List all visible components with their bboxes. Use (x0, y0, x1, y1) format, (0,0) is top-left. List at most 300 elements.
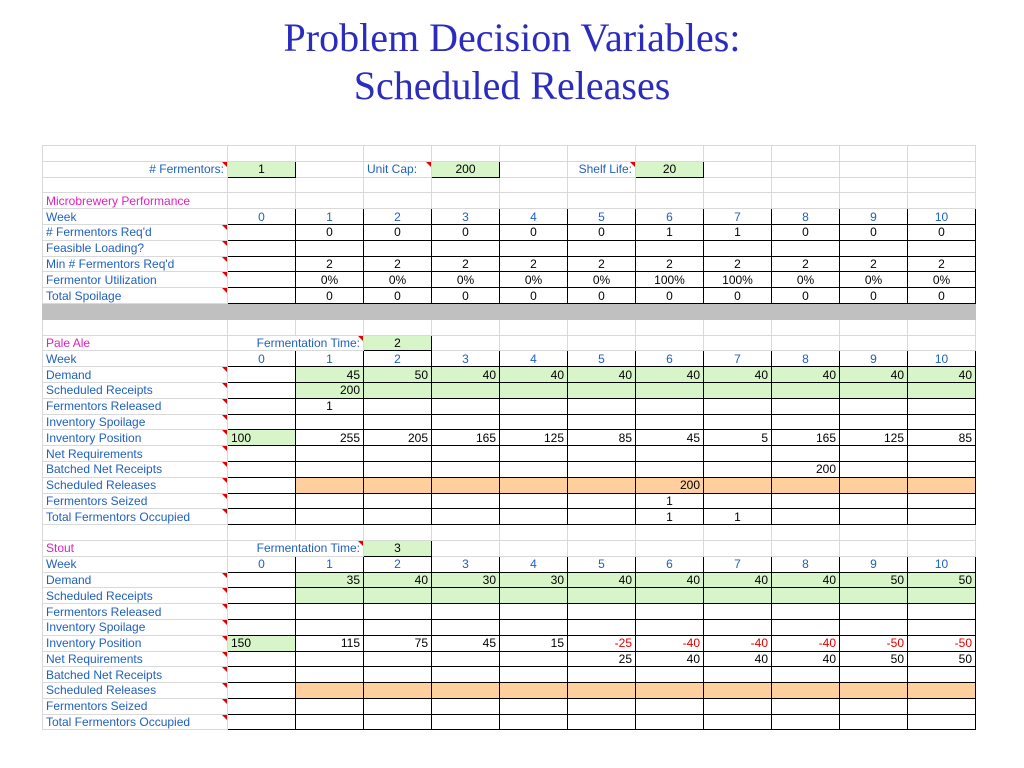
stout-value[interactable] (296, 619, 364, 635)
stout-week-3[interactable]: 3 (432, 556, 500, 572)
pale-value[interactable]: 255 (296, 430, 364, 446)
stout-value[interactable]: 50 (908, 572, 976, 588)
micro-value[interactable] (228, 272, 296, 288)
pale-value[interactable]: 40 (908, 367, 976, 383)
stout-value[interactable]: 40 (704, 651, 772, 667)
empty-cell[interactable] (772, 335, 840, 351)
micro-header[interactable]: Microbrewery Performance (43, 193, 228, 209)
stout-value[interactable] (432, 698, 500, 714)
pale-value[interactable] (840, 414, 908, 430)
micro-week-8[interactable]: 8 (772, 209, 840, 225)
pale-value[interactable] (364, 461, 432, 477)
empty-cell[interactable] (500, 177, 568, 193)
stout-value[interactable]: 30 (500, 572, 568, 588)
empty-cell[interactable] (772, 193, 840, 209)
pale-value[interactable]: 200 (772, 461, 840, 477)
empty-cell[interactable] (500, 303, 568, 319)
pale-value[interactable] (636, 382, 704, 398)
stout-value[interactable]: 45 (432, 635, 500, 651)
shelflife-value[interactable]: 20 (636, 161, 704, 177)
pale-row-label[interactable]: Total Fermentors Occupied (43, 509, 228, 525)
empty-cell[interactable] (840, 146, 908, 162)
empty-cell[interactable] (500, 193, 568, 209)
empty-cell[interactable] (772, 177, 840, 193)
stout-value[interactable] (364, 683, 432, 699)
pale-value[interactable] (568, 414, 636, 430)
stout-value[interactable] (840, 604, 908, 620)
micro-value[interactable]: 0% (364, 272, 432, 288)
pale-value[interactable] (364, 477, 432, 493)
pale-value[interactable] (772, 398, 840, 414)
empty-cell[interactable] (636, 146, 704, 162)
empty-cell[interactable] (228, 146, 296, 162)
empty-cell[interactable] (772, 319, 840, 335)
empty-cell[interactable] (296, 525, 364, 541)
pale-value[interactable] (228, 493, 296, 509)
micro-week-7[interactable]: 7 (704, 209, 772, 225)
stout-value[interactable] (704, 667, 772, 683)
stout-week-5[interactable]: 5 (568, 556, 636, 572)
pale-value[interactable] (908, 461, 976, 477)
pale-value[interactable] (840, 398, 908, 414)
micro-value[interactable]: 2 (908, 256, 976, 272)
pale-value[interactable] (908, 398, 976, 414)
micro-week-3[interactable]: 3 (432, 209, 500, 225)
pale-value[interactable] (432, 477, 500, 493)
pale-value[interactable] (636, 414, 704, 430)
pale-value[interactable] (500, 509, 568, 525)
empty-cell[interactable] (432, 525, 500, 541)
pale-row-label[interactable]: Inventory Position (43, 430, 228, 446)
pale-value[interactable]: 200 (296, 382, 364, 398)
empty-cell[interactable] (840, 319, 908, 335)
empty-cell[interactable] (568, 319, 636, 335)
empty-cell[interactable] (43, 303, 228, 319)
micro-value[interactable]: 0 (704, 288, 772, 304)
stout-value[interactable] (772, 698, 840, 714)
pale-value[interactable]: 40 (432, 367, 500, 383)
stout-value[interactable] (296, 714, 364, 730)
stout-week-2[interactable]: 2 (364, 556, 432, 572)
stout-value[interactable] (840, 619, 908, 635)
stout-value[interactable] (636, 619, 704, 635)
stout-value[interactable]: 40 (364, 572, 432, 588)
pale-value[interactable] (296, 414, 364, 430)
stout-value[interactable] (500, 698, 568, 714)
stout-value[interactable]: 40 (636, 572, 704, 588)
stout-row-label[interactable]: Scheduled Receipts (43, 588, 228, 604)
empty-cell[interactable] (704, 161, 772, 177)
stout-value[interactable]: 25 (568, 651, 636, 667)
empty-cell[interactable] (568, 525, 636, 541)
pale-value[interactable]: 125 (840, 430, 908, 446)
empty-cell[interactable] (908, 146, 976, 162)
pale-value[interactable]: 100 (228, 430, 296, 446)
stout-value[interactable] (772, 619, 840, 635)
empty-cell[interactable] (568, 146, 636, 162)
stout-value[interactable] (772, 683, 840, 699)
pale-value[interactable] (704, 414, 772, 430)
stout-value[interactable] (364, 714, 432, 730)
pale-value[interactable] (432, 414, 500, 430)
empty-cell[interactable] (568, 193, 636, 209)
empty-cell[interactable] (364, 193, 432, 209)
pale-value[interactable] (840, 493, 908, 509)
pale-value[interactable] (772, 414, 840, 430)
pale-row-label[interactable]: Batched Net Receipts (43, 461, 228, 477)
empty-cell[interactable] (228, 319, 296, 335)
pale-value[interactable]: 40 (500, 367, 568, 383)
empty-cell[interactable] (432, 177, 500, 193)
pale-value[interactable] (364, 446, 432, 462)
micro-value[interactable]: 0 (364, 224, 432, 240)
empty-cell[interactable] (364, 319, 432, 335)
pale-value[interactable] (296, 477, 364, 493)
stout-value[interactable]: 50 (908, 651, 976, 667)
empty-cell[interactable] (500, 161, 568, 177)
empty-cell[interactable] (908, 335, 976, 351)
pale-value[interactable] (908, 382, 976, 398)
empty-cell[interactable] (840, 193, 908, 209)
micro-value[interactable]: 0 (568, 288, 636, 304)
micro-week-4[interactable]: 4 (500, 209, 568, 225)
empty-cell[interactable] (296, 193, 364, 209)
stout-value[interactable]: -40 (704, 635, 772, 651)
pale-value[interactable] (908, 509, 976, 525)
empty-cell[interactable] (364, 146, 432, 162)
stout-value[interactable] (704, 588, 772, 604)
micro-value[interactable]: 2 (500, 256, 568, 272)
micro-week-9[interactable]: 9 (840, 209, 908, 225)
empty-cell[interactable] (43, 177, 228, 193)
stout-value[interactable] (296, 651, 364, 667)
stout-value[interactable]: 150 (228, 635, 296, 651)
stout-value[interactable] (568, 698, 636, 714)
micro-value[interactable] (228, 224, 296, 240)
stout-row-label[interactable]: Net Requirements (43, 651, 228, 667)
micro-value[interactable]: 2 (296, 256, 364, 272)
empty-cell[interactable] (500, 146, 568, 162)
pale-value[interactable]: 5 (704, 430, 772, 446)
empty-cell[interactable] (43, 319, 228, 335)
stout-value[interactable] (772, 604, 840, 620)
stout-value[interactable] (432, 667, 500, 683)
empty-cell[interactable] (772, 525, 840, 541)
empty-cell[interactable] (704, 525, 772, 541)
stout-value[interactable] (228, 619, 296, 635)
pale-value[interactable] (636, 398, 704, 414)
stout-value[interactable]: 15 (500, 635, 568, 651)
pale-value[interactable]: 165 (432, 430, 500, 446)
empty-cell[interactable] (296, 319, 364, 335)
pale-value[interactable] (364, 414, 432, 430)
micro-value[interactable]: 2 (636, 256, 704, 272)
stout-value[interactable] (228, 667, 296, 683)
micro-value[interactable]: 0% (908, 272, 976, 288)
stout-value[interactable] (500, 667, 568, 683)
pale-header[interactable]: Pale Ale (43, 335, 228, 351)
pale-value[interactable] (908, 493, 976, 509)
stout-value[interactable] (704, 714, 772, 730)
pale-value[interactable] (500, 493, 568, 509)
stout-value[interactable]: 75 (364, 635, 432, 651)
pale-value[interactable] (704, 398, 772, 414)
micro-value[interactable]: 0 (772, 224, 840, 240)
stout-value[interactable] (296, 683, 364, 699)
micro-value[interactable] (432, 240, 500, 256)
empty-cell[interactable] (636, 540, 704, 556)
stout-value[interactable] (568, 588, 636, 604)
pale-value[interactable] (568, 382, 636, 398)
pale-value[interactable]: 40 (636, 367, 704, 383)
micro-value[interactable]: 0 (636, 288, 704, 304)
stout-value[interactable] (228, 604, 296, 620)
micro-value[interactable] (228, 240, 296, 256)
stout-value[interactable]: -40 (772, 635, 840, 651)
shelflife-label[interactable]: Shelf Life: (568, 161, 636, 177)
stout-value[interactable] (500, 683, 568, 699)
micro-value[interactable]: 0% (432, 272, 500, 288)
stout-value[interactable] (908, 667, 976, 683)
micro-value[interactable]: 2 (568, 256, 636, 272)
micro-value[interactable] (364, 240, 432, 256)
empty-cell[interactable] (636, 525, 704, 541)
empty-cell[interactable] (43, 146, 228, 162)
pale-value[interactable] (500, 461, 568, 477)
pale-row-label[interactable]: Fermentors Seized (43, 493, 228, 509)
pale-value[interactable] (568, 493, 636, 509)
empty-cell[interactable] (704, 335, 772, 351)
stout-value[interactable] (500, 714, 568, 730)
pale-value[interactable] (568, 446, 636, 462)
empty-cell[interactable] (500, 525, 568, 541)
stout-value[interactable] (704, 698, 772, 714)
empty-cell[interactable] (364, 525, 432, 541)
stout-value[interactable] (704, 683, 772, 699)
stout-value[interactable] (568, 683, 636, 699)
stout-week-8[interactable]: 8 (772, 556, 840, 572)
pale-value[interactable] (432, 509, 500, 525)
empty-cell[interactable] (908, 303, 976, 319)
stout-week-label[interactable]: Week (43, 556, 228, 572)
empty-cell[interactable] (228, 177, 296, 193)
stout-value[interactable]: -40 (636, 635, 704, 651)
micro-value[interactable]: 2 (704, 256, 772, 272)
empty-cell[interactable] (840, 335, 908, 351)
stout-week-7[interactable]: 7 (704, 556, 772, 572)
micro-value[interactable]: 2 (364, 256, 432, 272)
empty-cell[interactable] (636, 335, 704, 351)
stout-value[interactable]: 40 (636, 651, 704, 667)
pale-value[interactable] (772, 509, 840, 525)
stout-ferm-value[interactable]: 3 (364, 540, 432, 556)
pale-value[interactable] (772, 446, 840, 462)
pale-value[interactable]: 40 (840, 367, 908, 383)
pale-row-label[interactable]: Net Requirements (43, 446, 228, 462)
micro-value[interactable]: 100% (636, 272, 704, 288)
pale-value[interactable]: 40 (772, 367, 840, 383)
empty-cell[interactable] (364, 303, 432, 319)
stout-row-label[interactable]: Inventory Position (43, 635, 228, 651)
pale-value[interactable] (840, 461, 908, 477)
pale-value[interactable]: 40 (568, 367, 636, 383)
pale-value[interactable] (432, 398, 500, 414)
stout-value[interactable] (840, 683, 908, 699)
empty-cell[interactable] (568, 303, 636, 319)
empty-cell[interactable] (500, 540, 568, 556)
pale-value[interactable]: 1 (636, 509, 704, 525)
fermentors-value[interactable]: 1 (228, 161, 296, 177)
pale-value[interactable]: 1 (704, 509, 772, 525)
pale-value[interactable] (432, 446, 500, 462)
micro-value[interactable]: 0% (296, 272, 364, 288)
stout-value[interactable] (500, 651, 568, 667)
micro-value[interactable] (296, 240, 364, 256)
pale-value[interactable] (704, 446, 772, 462)
stout-value[interactable] (772, 588, 840, 604)
micro-value[interactable]: 2 (772, 256, 840, 272)
pale-value[interactable] (568, 509, 636, 525)
micro-row-label[interactable]: Total Spoilage (43, 288, 228, 304)
stout-value[interactable] (228, 698, 296, 714)
pale-value[interactable] (296, 509, 364, 525)
stout-value[interactable] (636, 714, 704, 730)
pale-value[interactable] (636, 446, 704, 462)
pale-value[interactable] (228, 461, 296, 477)
pale-week-0[interactable]: 0 (228, 351, 296, 367)
micro-value[interactable] (500, 240, 568, 256)
micro-row-label[interactable]: Feasible Loading? (43, 240, 228, 256)
micro-value[interactable]: 0% (772, 272, 840, 288)
pale-value[interactable] (296, 446, 364, 462)
stout-value[interactable] (568, 619, 636, 635)
pale-row-label[interactable]: Scheduled Releases (43, 477, 228, 493)
stout-value[interactable] (636, 588, 704, 604)
pale-week-4[interactable]: 4 (500, 351, 568, 367)
empty-cell[interactable] (840, 161, 908, 177)
stout-row-label[interactable]: Fermentors Seized (43, 698, 228, 714)
stout-week-9[interactable]: 9 (840, 556, 908, 572)
stout-value[interactable] (228, 683, 296, 699)
empty-cell[interactable] (500, 319, 568, 335)
micro-value[interactable] (228, 256, 296, 272)
pale-week-1[interactable]: 1 (296, 351, 364, 367)
pale-value[interactable] (772, 382, 840, 398)
stout-value[interactable] (228, 588, 296, 604)
pale-value[interactable] (228, 509, 296, 525)
stout-value[interactable] (296, 588, 364, 604)
empty-cell[interactable] (840, 303, 908, 319)
empty-cell[interactable] (908, 319, 976, 335)
stout-value[interactable] (908, 604, 976, 620)
unitcap-value[interactable]: 200 (432, 161, 500, 177)
micro-value[interactable]: 0 (500, 224, 568, 240)
micro-value[interactable]: 0 (568, 224, 636, 240)
pale-value[interactable] (500, 414, 568, 430)
stout-value[interactable] (500, 588, 568, 604)
stout-value[interactable] (704, 619, 772, 635)
pale-value[interactable] (568, 461, 636, 477)
stout-week-1[interactable]: 1 (296, 556, 364, 572)
micro-value[interactable]: 0 (296, 288, 364, 304)
stout-value[interactable] (432, 714, 500, 730)
pale-value[interactable] (296, 493, 364, 509)
stout-value[interactable]: 40 (568, 572, 636, 588)
stout-value[interactable] (908, 683, 976, 699)
stout-value[interactable] (840, 698, 908, 714)
empty-cell[interactable] (228, 525, 296, 541)
stout-row-label[interactable]: Demand (43, 572, 228, 588)
stout-value[interactable] (228, 714, 296, 730)
empty-cell[interactable] (228, 303, 296, 319)
pale-value[interactable] (908, 414, 976, 430)
stout-value[interactable] (840, 588, 908, 604)
empty-cell[interactable] (840, 525, 908, 541)
stout-value[interactable] (840, 667, 908, 683)
micro-value[interactable]: 2 (840, 256, 908, 272)
micro-value[interactable] (568, 240, 636, 256)
micro-value[interactable] (636, 240, 704, 256)
stout-row-label[interactable]: Total Fermentors Occupied (43, 714, 228, 730)
micro-week-6[interactable]: 6 (636, 209, 704, 225)
stout-week-10[interactable]: 10 (908, 556, 976, 572)
pale-value[interactable]: 45 (636, 430, 704, 446)
pale-value[interactable] (364, 493, 432, 509)
micro-row-label[interactable]: # Fermentors Req'd (43, 224, 228, 240)
pale-week-9[interactable]: 9 (840, 351, 908, 367)
micro-value[interactable]: 0 (840, 224, 908, 240)
micro-week-5[interactable]: 5 (568, 209, 636, 225)
stout-value[interactable] (364, 651, 432, 667)
stout-value[interactable] (908, 698, 976, 714)
pale-week-2[interactable]: 2 (364, 351, 432, 367)
pale-row-label[interactable]: Fermentors Released (43, 398, 228, 414)
pale-value[interactable]: 85 (568, 430, 636, 446)
micro-value[interactable]: 0 (772, 288, 840, 304)
empty-cell[interactable] (772, 303, 840, 319)
empty-cell[interactable] (772, 146, 840, 162)
micro-value[interactable]: 0% (568, 272, 636, 288)
empty-cell[interactable] (296, 161, 364, 177)
micro-row-label[interactable]: Fermentor Utilization (43, 272, 228, 288)
empty-cell[interactable] (704, 146, 772, 162)
pale-value[interactable] (568, 477, 636, 493)
empty-cell[interactable] (432, 193, 500, 209)
pale-ferm-label[interactable]: Fermentation Time: (228, 335, 364, 351)
empty-cell[interactable] (636, 193, 704, 209)
stout-ferm-label[interactable]: Fermentation Time: (228, 540, 364, 556)
stout-value[interactable] (568, 604, 636, 620)
empty-cell[interactable] (500, 335, 568, 351)
pale-value[interactable] (228, 398, 296, 414)
pale-value[interactable] (500, 446, 568, 462)
pale-row-label[interactable]: Scheduled Receipts (43, 382, 228, 398)
micro-row-label[interactable]: Min # Fermentors Req'd (43, 256, 228, 272)
pale-value[interactable] (568, 398, 636, 414)
micro-value[interactable] (704, 240, 772, 256)
pale-value[interactable]: 200 (636, 477, 704, 493)
empty-cell[interactable] (636, 319, 704, 335)
pale-value[interactable]: 125 (500, 430, 568, 446)
pale-week-6[interactable]: 6 (636, 351, 704, 367)
empty-cell[interactable] (432, 303, 500, 319)
stout-week-0[interactable]: 0 (228, 556, 296, 572)
micro-value[interactable]: 0% (840, 272, 908, 288)
pale-value[interactable] (500, 382, 568, 398)
unitcap-label[interactable]: Unit Cap: (364, 161, 432, 177)
pale-ferm-value[interactable]: 2 (364, 335, 432, 351)
pale-week-10[interactable]: 10 (908, 351, 976, 367)
